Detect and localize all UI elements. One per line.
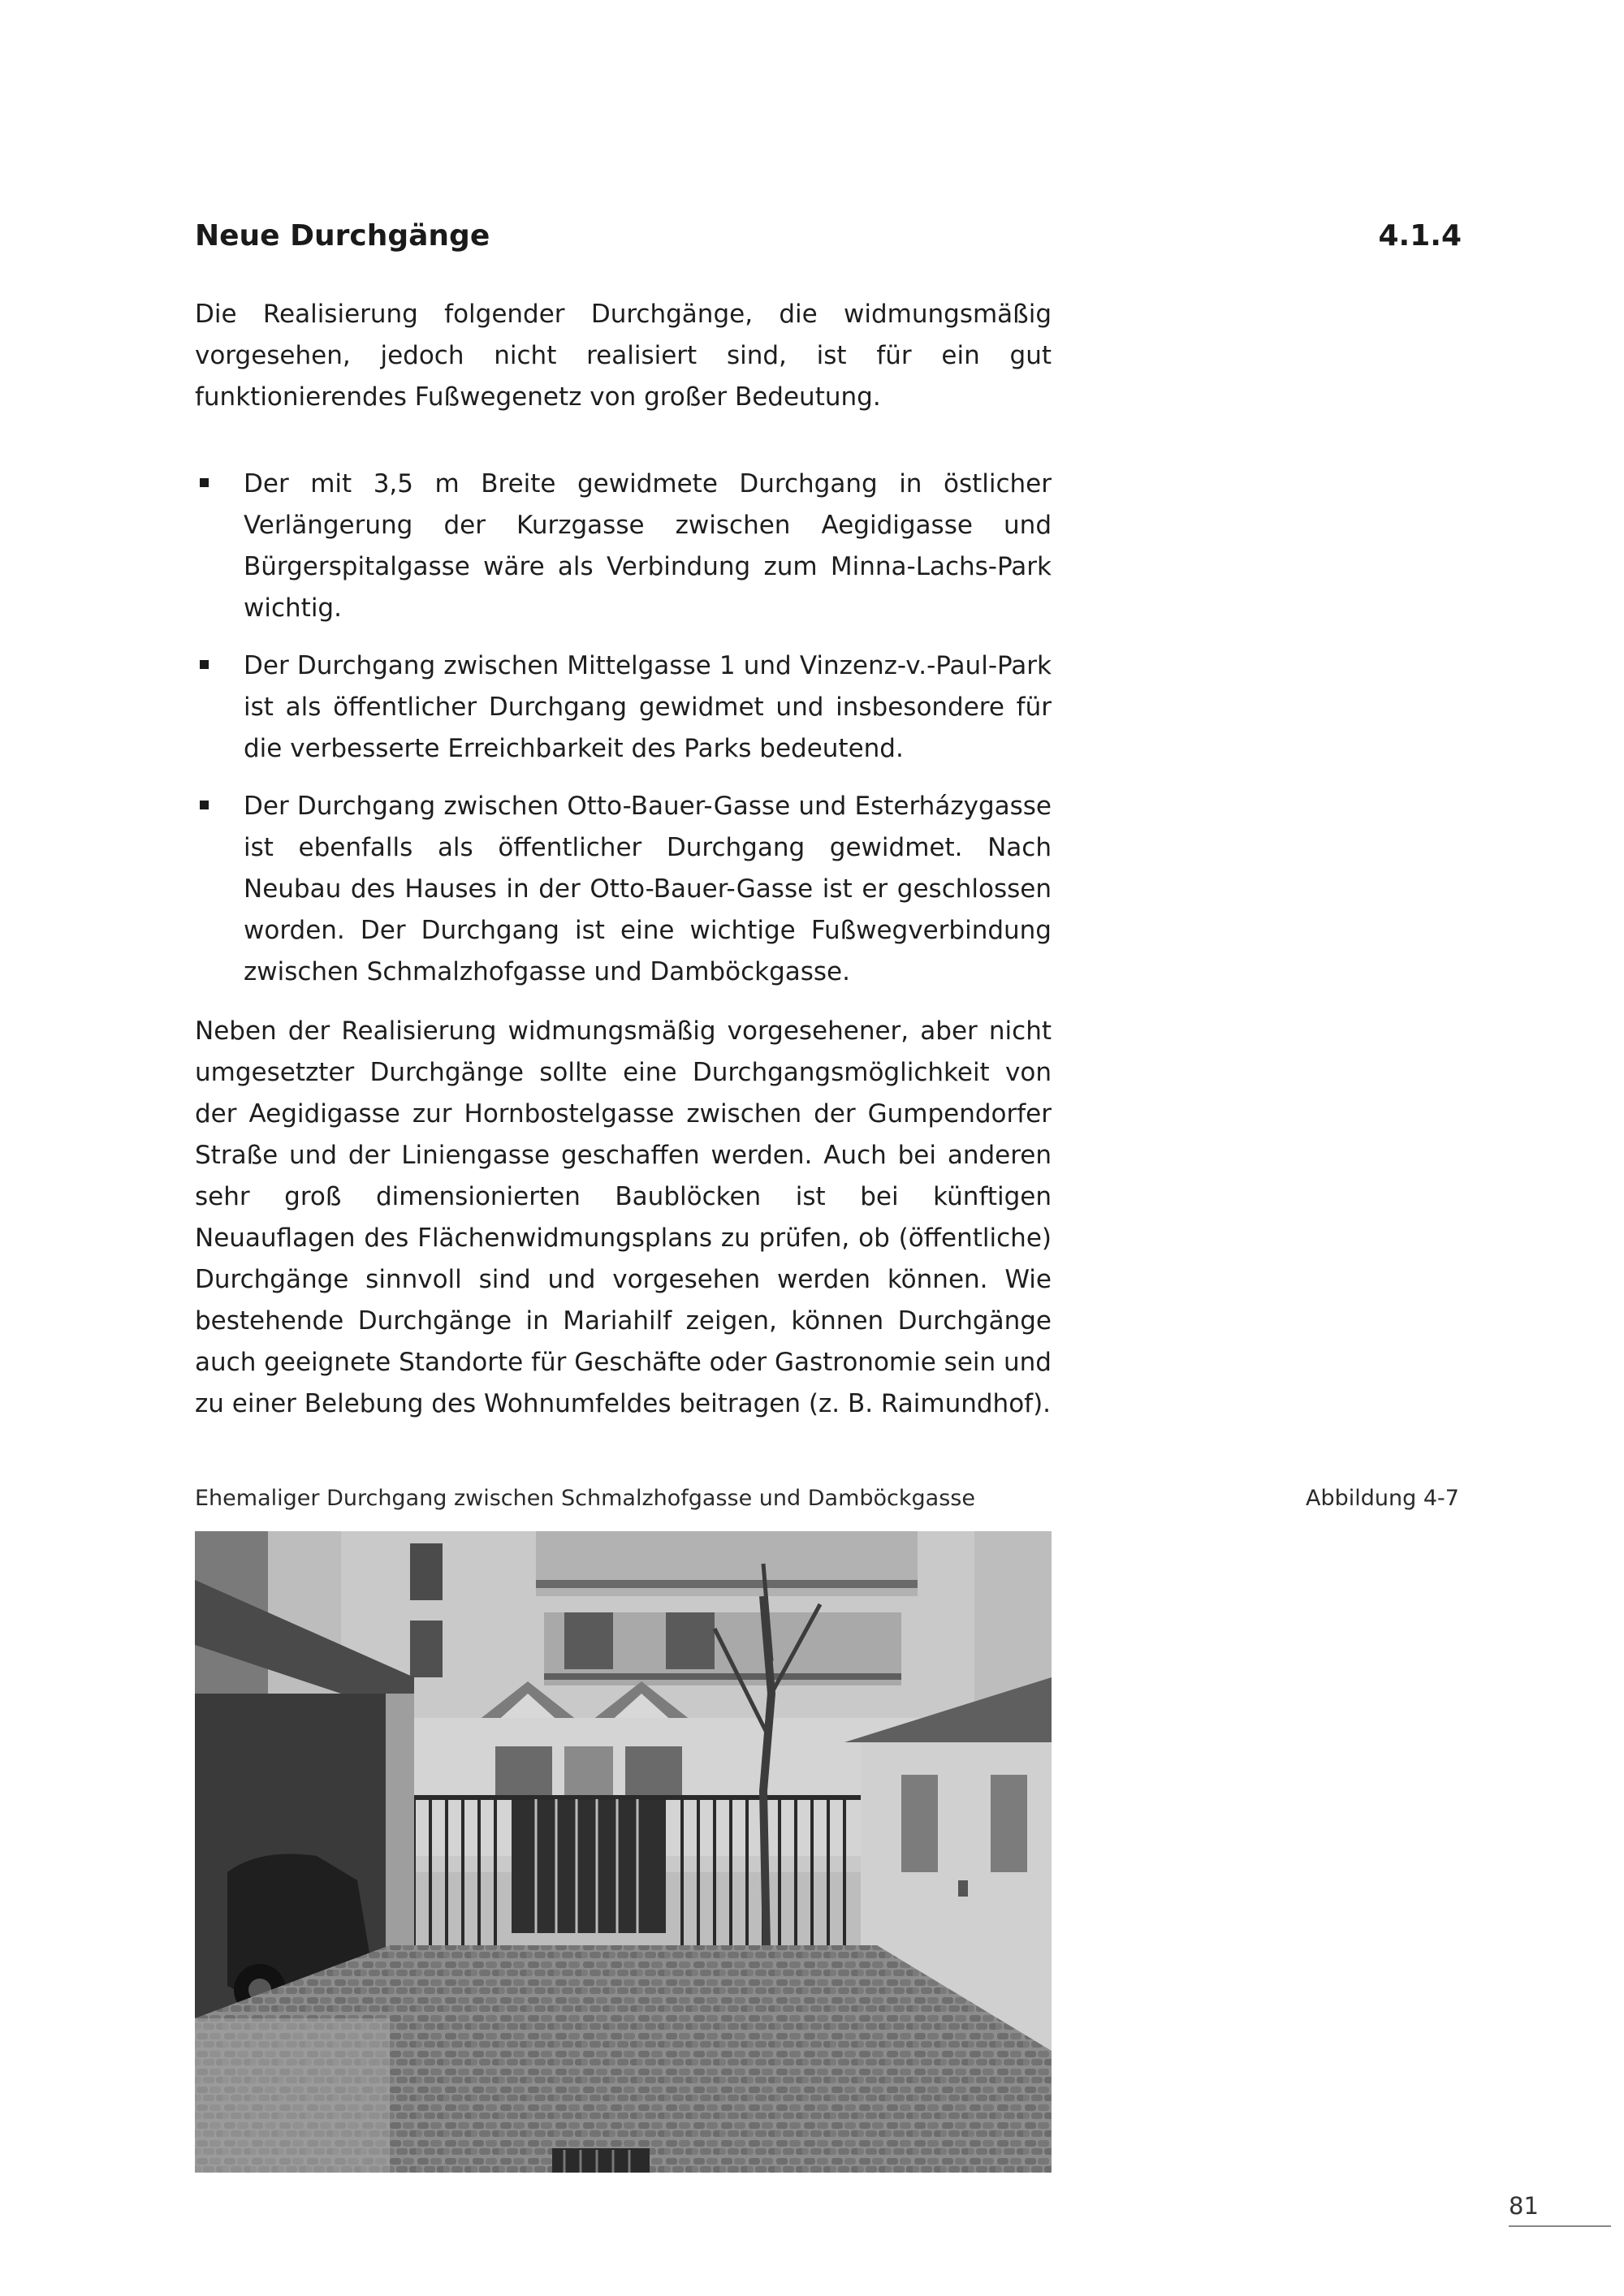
page-number: 81 [1509,2192,1539,2220]
list-item [195,464,1052,629]
list-item [195,786,1052,993]
section-number: 4.1.4 [1378,219,1462,252]
closing-paragraph: Neben der Realisierung widmungsmäßig vorgesehener, aber nicht umgesetzter Durchgänge sollte eine Durchgangsmöglichkeit von der Aegidigasse zur Hornbostelgasse zwischen der Gumpendorfer Straße und der Liniengasse geschaffen werden. Auch bei anderen sehr groß dimensionierten Baublöcken ist bei künftigen Neuauflagen des Flächenwidmungsplans zu prüfen, ob (öffentliche) Durchgänge sinnvoll sind und vorgesehen werden können. Wie bestehende Durchgänge in Mariahilf zeigen, können Durchgänge auch geeignete Standorte für Geschäfte oder Gastronomie sein und zu einer Belebung des Wohnumfeldes beitragen (z. B. Raimundhof). [195,1016,1052,1418]
figure-label: Abbildung 4-7 [1306,1486,1459,1511]
bullet-square-icon [200,660,209,669]
page-number-rule [1509,2225,1611,2227]
list-item-text: Der mit 3,5 m Breite gewidmete Durchgang in östlicher Verlängerung der Kurzgasse zwischen Aegidigasse und Bürgerspitalgasse wäre als Verbindung zum Minna-Lachs-Park wichtig. [244,469,1052,623]
list-item-text: Der Durchgang zwischen Mittelgasse 1 und Vinzenz-v.-Paul-Park ist als öffentlicher Durchgang gewidmet und insbesondere für die verbesserte Erreichbarkeit des Parks bedeutend. [244,651,1052,763]
section-title: Neue Durchgänge [195,219,490,252]
bullet-list [195,464,1052,1009]
bullet-square-icon [200,801,209,809]
list-item [195,645,1052,770]
figure-caption: Ehemaliger Durchgang zwischen Schmalzhofgasse und Damböckgasse [195,1486,975,1511]
courtyard-photo [195,1531,1052,2173]
section-heading [195,219,1462,252]
intro-paragraph: Die Realisierung folgender Durchgänge, die widmungsmäßig vorgesehen, jedoch nicht realisiert sind, ist für ein gut funktionierendes Fußwegenetz von großer Bedeutung. [195,300,1052,412]
list-item-text: Der Durchgang zwischen Otto-Bauer-Gasse und Esterházygasse ist ebenfalls als öffentlicher Durchgang gewidmet. Nach Neubau des Hauses in der Otto-Bauer-Gasse ist er geschlossen worden. Der Durchgang ist eine wichtige Fußwegverbindung zwischen Schmalzhofgasse und Damböckgasse. [244,792,1052,986]
bullet-square-icon [200,478,209,487]
